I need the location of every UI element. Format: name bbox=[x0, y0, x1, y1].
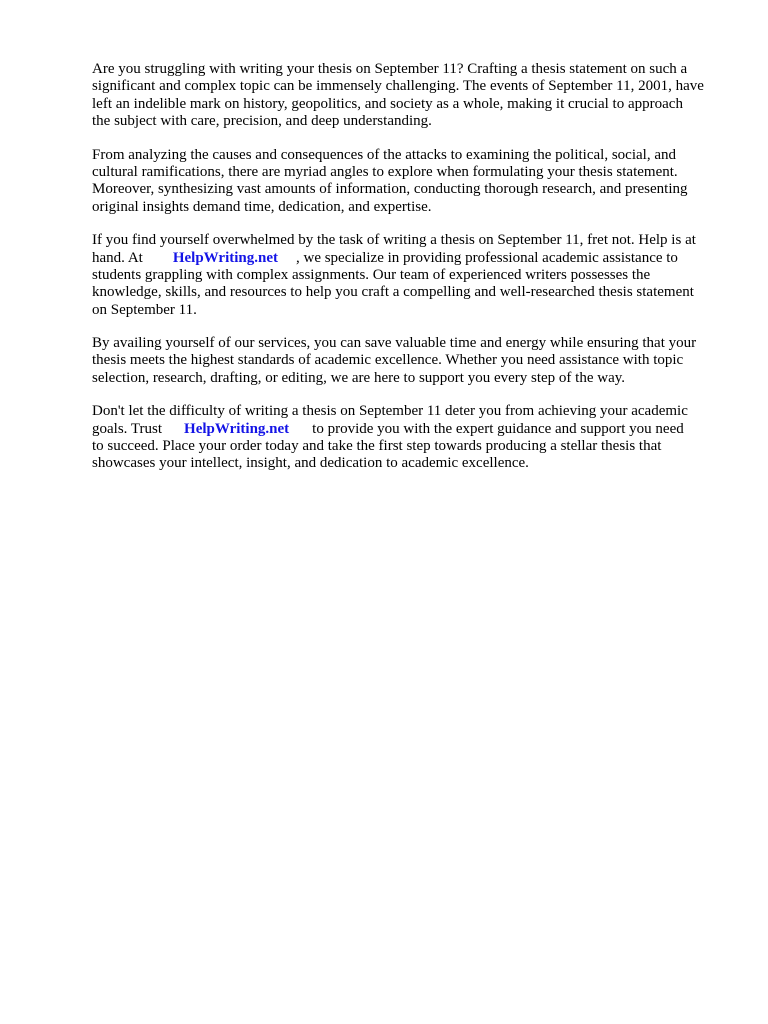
document-body bbox=[92, 61, 732, 489]
helpwriting-link[interactable]: HelpWriting.net bbox=[184, 420, 290, 437]
helpwriting-link[interactable]: HelpWriting.net bbox=[172, 249, 278, 266]
text-line: If you find yourself overwhelmed by the task of writing a thesis on September 11, fret not. Help is at bbox=[92, 232, 696, 249]
text-line-with-link bbox=[92, 421, 732, 438]
text-segment: goals. Trust bbox=[92, 420, 163, 437]
text-line: thesis meets the highest standards of academic excellence. Whether you need assistance with topic bbox=[92, 352, 684, 369]
paragraph-help-offer bbox=[92, 232, 732, 319]
text-line: significant and complex topic can be immensely challenging. The events of September 11, 2001, have bbox=[92, 78, 704, 95]
paragraph-call-to-action bbox=[92, 403, 732, 473]
text-line-with-link bbox=[92, 250, 732, 267]
paragraph-services bbox=[92, 335, 732, 387]
text-segment: , we specialize in providing professional academic assistance to bbox=[295, 249, 678, 266]
text-line: From analyzing the causes and consequences of the attacks to examining the political, social, and bbox=[92, 146, 676, 163]
paragraph-analysis bbox=[92, 147, 732, 217]
text-line: Don't let the difficulty of writing a thesis on September 11 deter you from achieving your academic bbox=[92, 403, 688, 420]
text-line: to succeed. Place your order today and take the first step towards producing a stellar thesis that bbox=[92, 438, 662, 455]
text-line: selection, research, drafting, or editing, we are here to support you every step of the way. bbox=[92, 369, 625, 386]
paragraph-intro bbox=[92, 61, 732, 131]
text-line: Are you struggling with writing your thesis on September 11? Crafting a thesis statement on such a bbox=[92, 61, 688, 77]
text-line: showcases your intellect, insight, and dedication to academic excellence. bbox=[92, 455, 529, 472]
text-line: cultural ramifications, there are myriad angles to explore when formulating your thesis statement. bbox=[92, 163, 678, 180]
text-line: By availing yourself of our services, you can save valuable time and energy while ensuring that your bbox=[92, 335, 697, 352]
text-line: students grappling with complex assignments. Our team of experienced writers possesses the bbox=[92, 266, 651, 283]
text-line: Moreover, synthesizing vast amounts of information, conducting thorough research, and presenting bbox=[92, 181, 688, 198]
text-line: the subject with care, precision, and deep understanding. bbox=[92, 113, 432, 130]
text-line: original insights demand time, dedication, and expertise. bbox=[92, 198, 432, 215]
text-line: knowledge, skills, and resources to help you craft a compelling and well-researched thesis statement bbox=[92, 284, 694, 301]
text-segment: hand. At bbox=[92, 249, 143, 266]
text-segment: to provide you with the expert guidance and support you need bbox=[312, 420, 684, 437]
text-line: left an indelible mark on history, geopolitics, and society as a whole, making it crucial to approach bbox=[92, 95, 683, 112]
text-line: on September 11. bbox=[92, 301, 197, 318]
